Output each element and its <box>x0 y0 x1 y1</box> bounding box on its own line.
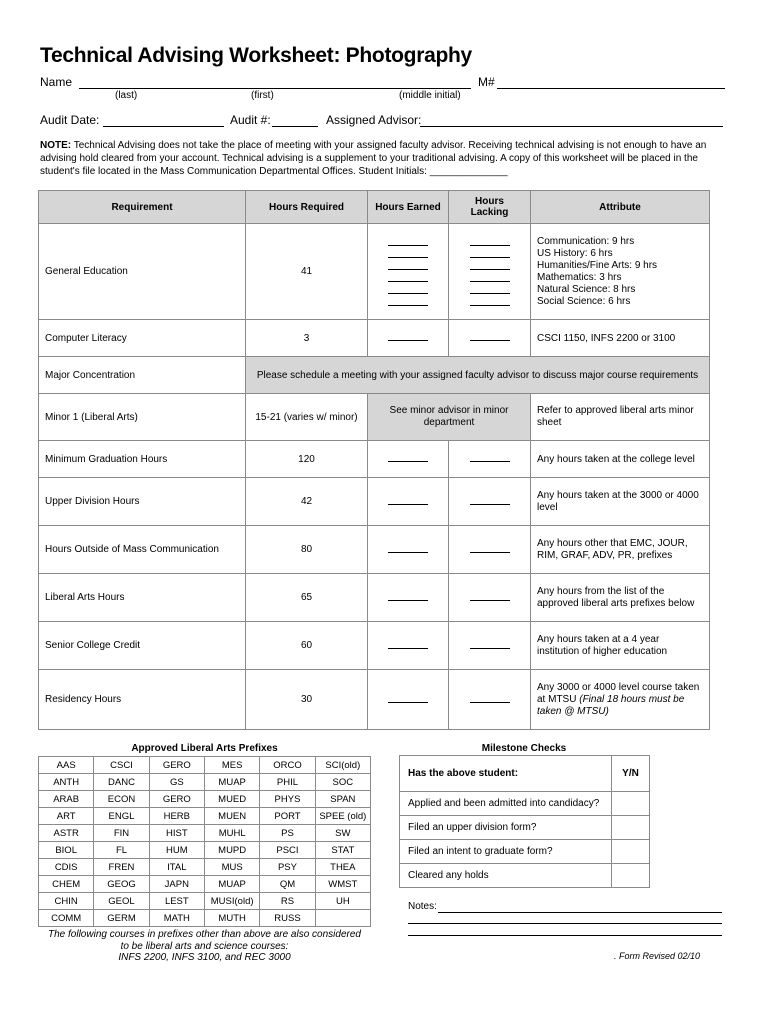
audit-number-label: Audit #: <box>230 113 271 127</box>
milestones-title: Milestone Checks <box>481 743 567 754</box>
notes-line[interactable] <box>408 935 722 936</box>
blank-line[interactable] <box>470 453 510 462</box>
hours-earned-cell[interactable] <box>368 670 449 730</box>
table-row <box>39 320 710 357</box>
prefix-row <box>39 893 371 910</box>
table-header-row <box>39 191 710 224</box>
blank-line[interactable] <box>388 274 428 282</box>
blank-line[interactable] <box>388 262 428 270</box>
hours-earned-cell[interactable] <box>368 478 449 526</box>
prefix-row <box>39 910 371 927</box>
prefix-row <box>39 859 371 876</box>
blank-line[interactable] <box>388 592 428 601</box>
prefix-cell: PSCI <box>260 842 315 859</box>
hours-lacking-cell[interactable] <box>449 320 531 357</box>
milestone-yn-cell[interactable] <box>612 840 650 864</box>
hours-earned-cell[interactable] <box>368 320 449 357</box>
first-name-caption: (first) <box>251 90 274 101</box>
prefix-cell: GEOG <box>94 876 149 893</box>
prefix-cell: MUAP <box>204 876 259 893</box>
prefix-cell: STAT <box>315 842 370 859</box>
table-row <box>39 357 710 394</box>
prefix-cell: MUS <box>204 859 259 876</box>
milestone-label: Filed an intent to graduate form? <box>400 840 612 864</box>
note-paragraph <box>40 139 732 178</box>
prefix-cell: ENGL <box>94 808 149 825</box>
prefix-cell: RS <box>260 893 315 910</box>
prefix-row <box>39 876 371 893</box>
blank-line[interactable] <box>470 640 510 649</box>
blank-line[interactable] <box>470 592 510 601</box>
attribute-line: US History: 6 hrs <box>537 247 613 259</box>
attribute-cell: Any hours taken at the 3000 or 4000 level <box>531 478 710 526</box>
attribute-line: Mathematics: 3 hrs <box>537 271 622 283</box>
page-title: Technical Advising Worksheet: Photography <box>40 44 472 67</box>
requirement-cell: Upper Division Hours <box>39 478 246 526</box>
table-row <box>39 574 710 622</box>
prefix-cell: LEST <box>149 893 204 910</box>
prefix-cell: MES <box>204 757 259 774</box>
prefix-cell: MUED <box>204 791 259 808</box>
header-hours-earned: Hours Earned <box>368 191 449 224</box>
prefix-row <box>39 825 371 842</box>
prefix-cell: AAS <box>39 757 94 774</box>
name-field[interactable] <box>79 88 471 89</box>
name-label: Name <box>40 75 73 89</box>
milestone-row <box>400 816 650 840</box>
audit-date-label: Audit Date: <box>40 113 100 127</box>
prefix-cell: JAPN <box>149 876 204 893</box>
prefix-cell <box>315 910 370 927</box>
blank-line[interactable] <box>388 496 428 505</box>
hours-required-cell: 3 <box>246 320 368 357</box>
middle-initial-caption: (middle initial) <box>399 90 461 101</box>
attribute-cell: Any hours other that EMC, JOUR, RIM, GRAF, ADV, PR, prefixes <box>531 526 710 574</box>
table-row <box>39 670 710 730</box>
prefix-cell: GERM <box>94 910 149 927</box>
requirement-cell: Hours Outside of Mass Communication <box>39 526 246 574</box>
requirement-cell: Minor 1 (Liberal Arts) <box>39 394 246 441</box>
hours-earned-cell[interactable] <box>368 441 449 478</box>
footnote-line: The following courses in prefixes other than above are also considered <box>48 929 361 940</box>
milestone-label: Filed an upper division form? <box>400 816 612 840</box>
prefix-cell: SPEE (old) <box>315 808 370 825</box>
blank-line[interactable] <box>470 250 510 258</box>
blank-line[interactable] <box>388 298 428 306</box>
prefix-cell: MUTH <box>204 910 259 927</box>
prefix-cell: CSCI <box>94 757 149 774</box>
prefix-row <box>39 774 371 791</box>
requirements-table <box>38 190 710 730</box>
blank-line[interactable] <box>470 694 510 703</box>
table-row <box>39 224 710 320</box>
prefix-cell: SCI(old) <box>315 757 370 774</box>
prefix-cell: SPAN <box>315 791 370 808</box>
blank-line[interactable] <box>470 274 510 282</box>
prefix-cell: GERO <box>149 791 204 808</box>
blank-line[interactable] <box>388 332 428 341</box>
requirement-cell: Senior College Credit <box>39 622 246 670</box>
prefix-cell: HIST <box>149 825 204 842</box>
prefix-cell: PHIL <box>260 774 315 791</box>
prefix-cell: ASTR <box>39 825 94 842</box>
last-name-caption: (last) <box>115 90 138 101</box>
milestone-row <box>400 864 650 888</box>
prefix-cell: ORCO <box>260 757 315 774</box>
blank-line[interactable] <box>470 262 510 270</box>
prefix-cell: FIN <box>94 825 149 842</box>
attribute-cell <box>531 224 710 320</box>
hours-required-cell: 15-21 (varies w/ minor) <box>246 394 368 441</box>
prefix-cell: CDIS <box>39 859 94 876</box>
blank-line[interactable] <box>470 238 510 246</box>
notes-line[interactable] <box>438 912 722 913</box>
hours-lacking-cell[interactable] <box>449 670 531 730</box>
blank-line[interactable] <box>470 298 510 306</box>
prefix-cell: MUHL <box>204 825 259 842</box>
hours-required-cell: 120 <box>246 441 368 478</box>
prefixes-table <box>38 756 371 927</box>
prefix-cell: GS <box>149 774 204 791</box>
milestones-header-row <box>400 756 650 792</box>
header-attribute: Attribute <box>531 191 710 224</box>
table-row <box>39 441 710 478</box>
prefix-row <box>39 791 371 808</box>
hours-required-cell: 80 <box>246 526 368 574</box>
minor-advisor-notice: See minor advisor in minor department <box>368 394 531 441</box>
blank-line[interactable] <box>388 453 428 462</box>
prefix-cell: GERO <box>149 757 204 774</box>
prefix-cell: MUSI(old) <box>204 893 259 910</box>
prefixes-footnote <box>38 929 371 964</box>
prefix-cell: ANTH <box>39 774 94 791</box>
prefix-row <box>39 808 371 825</box>
milestone-label: Applied and been admitted into candidacy? <box>400 792 612 816</box>
prefix-cell: HERB <box>149 808 204 825</box>
prefix-cell: MUEN <box>204 808 259 825</box>
prefix-row <box>39 842 371 859</box>
prefix-cell: PSY <box>260 859 315 876</box>
blank-line[interactable] <box>470 544 510 553</box>
attribute-line: Natural Science: 8 hrs <box>537 283 636 295</box>
notes-label: Notes: <box>408 901 437 912</box>
attribute-line: Communication: 9 hrs <box>537 235 635 247</box>
hours-lacking-cell[interactable] <box>449 441 531 478</box>
prefix-cell: THEA <box>315 859 370 876</box>
note-bold-label: NOTE: <box>40 140 72 151</box>
blank-line[interactable] <box>388 250 428 258</box>
milestones-table <box>399 755 650 888</box>
milestone-row <box>400 792 650 816</box>
blank-line[interactable] <box>470 332 510 341</box>
prefix-cell: GEOL <box>94 893 149 910</box>
requirement-cell: General Education <box>39 224 246 320</box>
attribute-italic-text: (Final 18 hours must be taken @ MTSU) <box>537 693 685 717</box>
blank-line[interactable] <box>388 286 428 294</box>
blank-line[interactable] <box>388 544 428 553</box>
blank-line[interactable] <box>388 238 428 246</box>
hours-required-cell: 42 <box>246 478 368 526</box>
prefix-cell: ART <box>39 808 94 825</box>
assigned-advisor-field[interactable] <box>420 126 723 127</box>
prefix-cell: PS <box>260 825 315 842</box>
blank-line[interactable] <box>388 694 428 703</box>
prefix-cell: MATH <box>149 910 204 927</box>
prefix-cell: ITAL <box>149 859 204 876</box>
prefix-cell: PHYS <box>260 791 315 808</box>
prefix-cell: COMM <box>39 910 94 927</box>
attribute-cell: Any hours taken at a 4 year institution of higher education <box>531 622 710 670</box>
prefix-cell: MUAP <box>204 774 259 791</box>
prefix-cell: ARAB <box>39 791 94 808</box>
blank-line[interactable] <box>470 286 510 294</box>
hours-required-cell: 65 <box>246 574 368 622</box>
attribute-cell: CSCI 1150, INFS 2200 or 3100 <box>531 320 710 357</box>
hours-required-cell: 60 <box>246 622 368 670</box>
table-row <box>39 394 710 441</box>
prefix-cell: CHEM <box>39 876 94 893</box>
prefix-cell: HUM <box>149 842 204 859</box>
assigned-advisor-label: Assigned Advisor: <box>326 113 422 127</box>
header-hours-required: Hours Required <box>246 191 368 224</box>
attribute-cell <box>531 670 710 730</box>
hours-required-cell: 41 <box>246 224 368 320</box>
prefix-cell: FREN <box>94 859 149 876</box>
table-row <box>39 526 710 574</box>
hours-earned-cell[interactable] <box>368 526 449 574</box>
blank-line[interactable] <box>388 640 428 649</box>
note-text: Technical Advising does not take the place of meeting with your assigned faculty advisor. Receiving technical advising is not enough to have an advising hold cleared from your account. Technical advising is a supplement to your traditional advising. A copy of this worksheet will be placed in the student's file located in the Mass Communication Departmental Offices. Student Initials: ______________ <box>40 140 707 177</box>
requirement-cell: Minimum Graduation Hours <box>39 441 246 478</box>
blank-line[interactable] <box>470 496 510 505</box>
prefix-cell: CHIN <box>39 893 94 910</box>
attribute-line: Humanities/Fine Arts: 9 hrs <box>537 259 658 271</box>
footnote-line: to be liberal arts and science courses: <box>120 940 289 952</box>
milestone-label: Cleared any holds <box>400 864 612 888</box>
prefix-cell: ECON <box>94 791 149 808</box>
hours-lacking-cell[interactable] <box>449 622 531 670</box>
attribute-text: Any 3000 or 4000 level course taken at MTSU <box>537 681 700 705</box>
attribute-cell: Any hours from the list of the approved liberal arts prefixes below <box>531 574 710 622</box>
audit-number-field[interactable] <box>272 126 318 127</box>
m-number-field[interactable] <box>497 88 725 89</box>
prefix-cell: QM <box>260 876 315 893</box>
prefix-cell: RUSS <box>260 910 315 927</box>
requirement-cell: Computer Literacy <box>39 320 246 357</box>
requirement-cell: Residency Hours <box>39 670 246 730</box>
m-number-label: M# <box>478 75 495 89</box>
notes-line[interactable] <box>408 923 722 924</box>
milestone-yn-cell[interactable] <box>612 864 650 888</box>
header-hours-lacking: Hours Lacking <box>449 191 531 224</box>
milestone-yn-cell[interactable] <box>612 792 650 816</box>
requirement-cell: Liberal Arts Hours <box>39 574 246 622</box>
attribute-line: Social Science: 6 hrs <box>537 295 631 307</box>
requirement-cell: Major Concentration <box>39 357 246 394</box>
prefix-cell: MUPD <box>204 842 259 859</box>
hours-lacking-cell[interactable] <box>449 574 531 622</box>
prefix-cell: UH <box>315 893 370 910</box>
hours-lacking-cell[interactable] <box>449 478 531 526</box>
prefixes-title: Approved Liberal Arts Prefixes <box>131 743 278 754</box>
hours-earned-cell[interactable] <box>368 224 449 320</box>
attribute-cell: Any hours taken at the college level <box>531 441 710 478</box>
header-requirement: Requirement <box>39 191 246 224</box>
prefix-row <box>39 757 371 774</box>
prefix-cell: SOC <box>315 774 370 791</box>
hours-lacking-cell[interactable] <box>449 224 531 320</box>
table-row <box>39 478 710 526</box>
yn-header: Y/N <box>612 756 650 792</box>
prefix-cell: BIOL <box>39 842 94 859</box>
major-concentration-notice: Please schedule a meeting with your assigned faculty advisor to discuss major course requirements <box>246 357 710 394</box>
hours-earned-cell[interactable] <box>368 574 449 622</box>
attribute-cell: Refer to approved liberal arts minor sheet <box>531 394 710 441</box>
form-revised: . Form Revised 02/10 <box>614 951 701 961</box>
hours-lacking-cell[interactable] <box>449 526 531 574</box>
footnote-line: INFS 2200, INFS 3100, and REC 3000 <box>118 952 291 963</box>
prefix-cell: SW <box>315 825 370 842</box>
milestone-yn-cell[interactable] <box>612 816 650 840</box>
prefix-cell: DANC <box>94 774 149 791</box>
milestones-header: Has the above student: <box>400 756 612 792</box>
hours-required-cell: 30 <box>246 670 368 730</box>
prefix-cell: PORT <box>260 808 315 825</box>
audit-date-field[interactable] <box>103 126 224 127</box>
prefix-cell: FL <box>94 842 149 859</box>
table-row <box>39 622 710 670</box>
milestone-row <box>400 840 650 864</box>
prefix-cell: WMST <box>315 876 370 893</box>
hours-earned-cell[interactable] <box>368 622 449 670</box>
